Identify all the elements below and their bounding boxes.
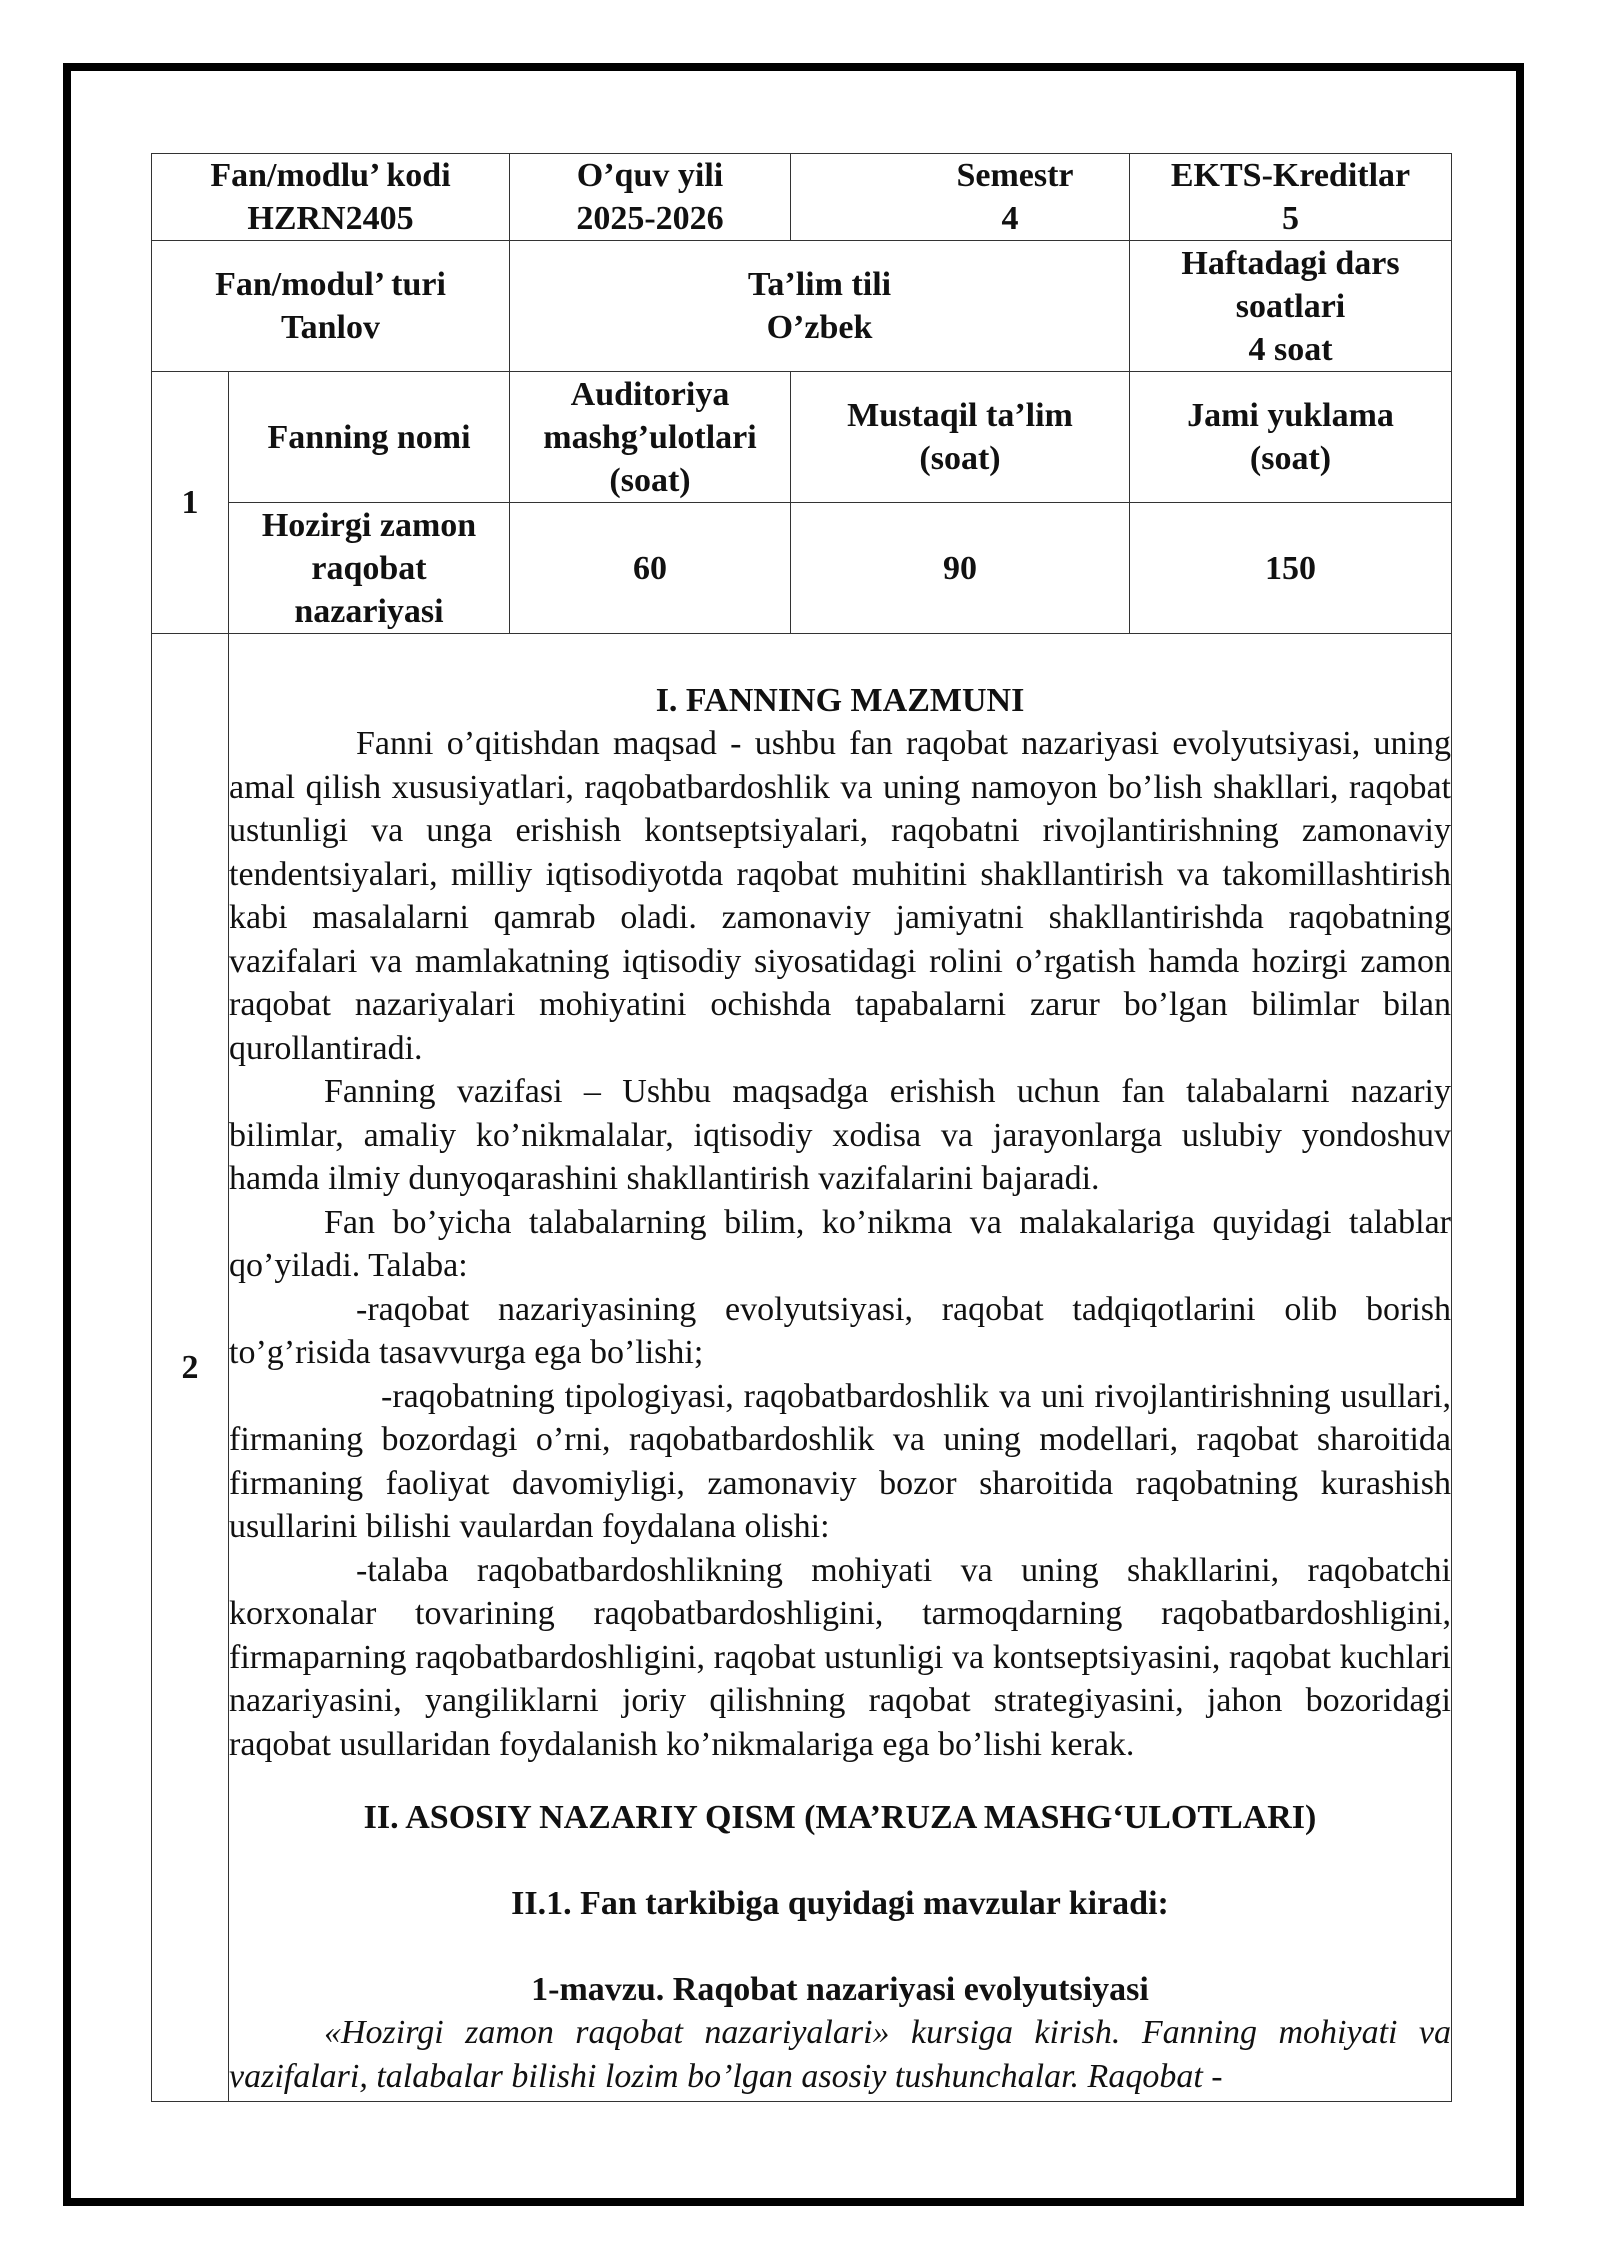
total-load-header-line-2: (soat) bbox=[1249, 440, 1332, 477]
language-cell bbox=[510, 241, 1130, 372]
requirements-paragraph: Fan bo’yicha talabalarning bilim, ko’nikma va malakalariga quyidagi talablar qo’yiladi. Talaba: bbox=[229, 1203, 1451, 1284]
subject-name-line-3: nazariyasi bbox=[294, 592, 444, 630]
weekly-hours-label-1: Haftadagi dars bbox=[1181, 244, 1400, 282]
total-load-header-line-1: Jami yuklama bbox=[1187, 397, 1394, 434]
semester-cell bbox=[791, 154, 1130, 241]
tasks-paragraph: Fanning vazifasi – Ushbu maqsadga erishish uchun fan talabalarni nazariy bilimlar, amaliy ko’nikmalalar, iqtisodiy xodisa va jarayonlarga uslubiy yondoshuv hamda ilmiy dunyoqarashini shakllantirish vazifalarini bajaradi. bbox=[229, 1073, 1451, 1197]
weekly-hours-label-2: soatlari bbox=[1235, 287, 1346, 325]
self-study-header-line-1: Mustaqil ta’lim bbox=[847, 397, 1073, 434]
auditorium-header-line-2: mashg’ulotlari bbox=[543, 418, 757, 456]
course-code-value: HZRN2405 bbox=[247, 200, 414, 237]
academic-year-cell bbox=[510, 154, 791, 241]
weekly-hours-value: 4 soat bbox=[1248, 330, 1333, 368]
section-number-1: 1 bbox=[152, 372, 229, 634]
weekly-hours-cell bbox=[1130, 241, 1452, 372]
subject-name-value bbox=[229, 503, 510, 634]
academic-year-value: 2025-2026 bbox=[576, 200, 724, 237]
self-study-header bbox=[791, 372, 1130, 503]
purpose-paragraph: Fanni o’qitishdan maqsad - ushbu fan raqobat nazariyasi evolyutsiyasi, uning amal qilish xususiyatlari, raqobatbardoshlik va uning namoyon bo’lish shakllari, raqobat ustunligi va unga erishish kontseptsiyalari, raqobatni rivojlantirishning zamonaviy tendentsiyalari, milliy iqtisodiyotda raqobat muhitini shakllantirish va takomillashtirish kabi masalalarni qamrab oladi. zamonaviy jamiyatni shakllantirishda raqobatning vazifalari va mamlakatning iqtisodiy siyosatidagi rolini o’rgatish hamda hozirgi zamon raqobat nazariyalari mohiyatini ochishda tapabalarni zarur bo’lgan bilimlar bilan qurollantiradi. bbox=[229, 725, 1451, 1067]
module-type-value: Tanlov bbox=[281, 309, 380, 346]
subject-name-header: Fanning nomi bbox=[229, 372, 510, 503]
header-row-2 bbox=[152, 241, 1452, 372]
content-heading: I. FANNING MAZMUNI bbox=[655, 682, 1025, 719]
topics-heading: II.1. Fan tarkibiga quyidagi mavzular kiradi: bbox=[511, 1885, 1169, 1922]
header-row-1 bbox=[152, 154, 1452, 241]
section-number-2: 2 bbox=[152, 634, 229, 2102]
auditorium-hours-header bbox=[510, 372, 791, 503]
language-label: Ta’lim tili bbox=[747, 266, 892, 303]
ects-value: 5 bbox=[1282, 200, 1299, 237]
requirement-item-2: -raqobatning tipologiyasi, raqobatbardoshlik va uni rivojlantirishning usullari, firmaning bozordagi o’rni, raqobatbardoshlik va uning modellari, raqobat sharoitida firmaning faoliyat davomiyligi, zamonaviy bozor sharoitida raqobatning kurashish usullarini bilishi vaulardan foydalana olishi: bbox=[229, 1377, 1451, 1545]
total-load-header bbox=[1130, 372, 1452, 503]
language-value: O’zbek bbox=[766, 309, 873, 346]
ects-label: EKTS-Kreditlar bbox=[1170, 157, 1411, 194]
module-type-label: Fan/modul’ turi bbox=[215, 266, 446, 303]
self-study-header-line-2: (soat) bbox=[919, 440, 1001, 477]
requirement-item-3: -talaba raqobatbardoshlikning mohiyati va uning shakllarini, raqobatchi korxonalar tovarining raqobatbardoshligini, tarmoqdarning raqobatbardoshligini, firmaparning raqobatbardoshligini, raqobat ustunligi va kontseptsiyasini, raqobat kuchlari nazariyasini, yangiliklarni joriy qilishning raqobat strategiyasini, jahon bozoridagi raqobat usullaridan foydalanish ko’nikmalariga ega bo’lishi kerak. bbox=[229, 1551, 1451, 1763]
semester-label: Semestr bbox=[956, 157, 1074, 194]
subject-name-line-2: raqobat bbox=[311, 549, 427, 587]
topic-1-paragraph: «Hozirgi zamon raqobat nazariyalari» kursiga kirish. Fanning mohiyati va vazifalari, talabalar bilishi lozim bo’lgan asosiy tushunchalar. Raqobat - bbox=[229, 2014, 1451, 2095]
auditorium-hours-value: 60 bbox=[510, 503, 791, 634]
course-info-table bbox=[151, 153, 1452, 2102]
section2-row bbox=[152, 634, 1452, 2102]
module-type-cell bbox=[152, 241, 510, 372]
course-code-label: Fan/modlu’ kodi bbox=[210, 157, 451, 194]
course-code-cell bbox=[152, 154, 510, 241]
academic-year-label: O’quv yili bbox=[576, 157, 724, 194]
topic-1-heading: 1-mavzu. Raqobat nazariyasi evolyutsiyasi bbox=[531, 1971, 1149, 2008]
subject-name-line-1: Hozirgi zamon bbox=[261, 506, 477, 544]
self-study-hours-value: 90 bbox=[791, 503, 1130, 634]
ects-cell bbox=[1130, 154, 1452, 241]
semester-value: 4 bbox=[1001, 200, 1019, 237]
auditorium-header-line-1: Auditoriya bbox=[570, 375, 730, 413]
theory-heading: II. ASOSIY NAZARIY QISM (MA’RUZA MASHG‘ULOTLARI) bbox=[363, 1799, 1317, 1836]
section1-values-row bbox=[152, 503, 1452, 634]
auditorium-header-line-3: (soat) bbox=[609, 461, 691, 499]
section1-header-row bbox=[152, 372, 1452, 503]
requirement-item-1: -raqobat nazariyasining evolyutsiyasi, raqobat tadqiqotlarini olib borish to’g’risida tasavvurga ega bo’lishi; bbox=[229, 1290, 1451, 1371]
total-hours-value: 150 bbox=[1130, 503, 1452, 634]
course-content-cell bbox=[229, 634, 1452, 2102]
